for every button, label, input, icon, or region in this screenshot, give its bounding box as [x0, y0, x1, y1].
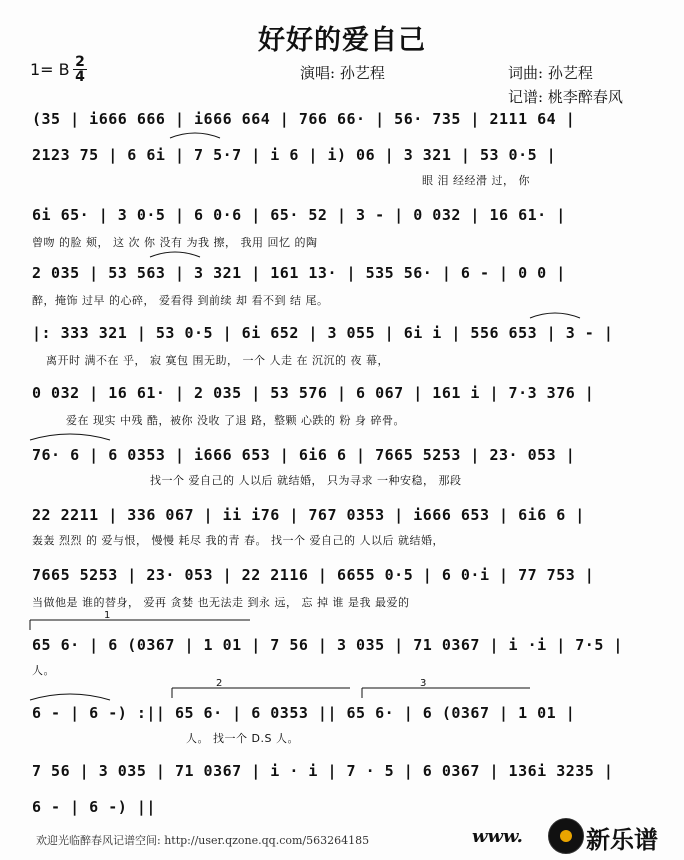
score-line-4-notes: 2 035 | 53 563 | 3 321 | 161 13· | 535 56· | 6 - | 0 0 | — [32, 264, 566, 282]
score-line-6-notes: 0 032 | 16 61· | 2 035 | 53 576 | 6 067 | 161 i | 7·3 376 | — [32, 384, 595, 402]
slur-line-11 — [30, 694, 110, 700]
time-signature-top: 2 — [75, 54, 85, 70]
score-line-3-lyrics: 曾吻 的脸 颊， 这 次 你 没有 为我 擦， 我用 回忆 的陶 — [32, 236, 318, 249]
volta-2-label: 2 — [216, 678, 223, 689]
composer-credit: 词曲: 孙艺程 — [508, 64, 593, 82]
singer-credit: 演唱: 孙艺程 — [300, 64, 385, 82]
slur-line-5 — [530, 313, 580, 318]
score-line-8-lyrics: 轰轰 烈烈 的 爱与恨， 慢慢 耗尽 我的青 春。 找一个 爱自己的 人以后 就结婚， — [32, 534, 444, 547]
score-title: 好好的爱自己 — [258, 25, 426, 56]
logo-text: 新乐谱 — [586, 826, 658, 854]
score-line-11-lyrics: 人。 找一个 D.S 人。 — [186, 732, 299, 745]
disc-icon — [548, 818, 584, 854]
score-line-2-notes: 2123 75 | 6 6i | 7 5·7 | i 6 | i) 06 | 3 321 | 53 0·5 | — [32, 146, 557, 164]
score-line-7-notes: 76· 6 | 6 0353 | i666 653 | 6i6 6 | 7665 5253 | 23· 053 | — [32, 446, 576, 464]
watermark-www: www. — [472, 826, 523, 847]
score-line-5-notes: |: 333 321 | 53 0·5 | 6i 652 | 3 055 | 6i i | 556 653 | 3 - | — [32, 324, 614, 342]
score-line-4-lyrics: 醉，掩饰 过早 的心碎， 爱看得 到前续 却 看不到 结 尾。 — [32, 294, 329, 307]
volta-3-label: 3 — [420, 678, 427, 689]
score-line-5-lyrics: 离开时 满不在 乎， 寂 寞包 围无助， 一个 人走 在 沉沉的 夜 幕， — [46, 354, 389, 367]
score-line-1-notes: (35 | i666 666 | i666 664 | 766 66· | 56· 735 | 2111 64 | — [32, 110, 576, 128]
key-signature: 1= B — [30, 60, 70, 79]
score-line-9-lyrics: 当做他是 谁的替身， 爱再 贪婪 也无法走 到永 远， 忘 掉 谁 是我 最爱的 — [32, 596, 410, 609]
score-line-10-notes: 65 6· | 6 (0367 | 1 01 | 7 56 | 3 035 | 71 0367 | i ·i | 7·5 | — [32, 636, 623, 654]
score-line-7-lyrics: 找一个 爱自己的 人以后 就结婚， 只为寻求 一种安稳， 那段 — [150, 474, 462, 487]
footer-credit: 欢迎光临醉春风记谱空间: http://user.qzone.qq.com/563264185 — [36, 834, 370, 847]
slur-line-7 — [30, 434, 110, 440]
site-logo — [548, 818, 674, 854]
score-line-9-notes: 7665 5253 | 23· 053 | 22 2116 | 6655 0·5 | 6 0·i | 77 753 | — [32, 566, 595, 584]
transcriber-credit: 记谱: 桃李醉春风 — [508, 88, 623, 106]
score-line-10-lyrics: 人。 — [32, 664, 55, 677]
score-line-12-notes: 7 56 | 3 035 | 71 0367 | i · i | 7 · 5 | 6 0367 | 136i 3235 | — [32, 762, 614, 780]
score-line-3-notes: 6i 65· | 3 0·5 | 6 0·6 | 65· 52 | 3 - | 0 032 | 16 61· | — [32, 206, 566, 224]
volta-1-label: 1 — [104, 610, 111, 621]
score-line-6-lyrics: 爱在 现实 中残 酷，被你 没收 了退 路，整颗 心跌的 粉 身 碎骨。 — [66, 414, 405, 427]
score-line-11-notes: 6 - | 6 -) :|| 65 6· | 6 0353 || 65 6· | 6 (0367 | 1 01 | — [32, 704, 576, 722]
score-line-2-lyrics: 眼 泪 经经滑 过， 你 — [422, 174, 530, 187]
slur-line-4 — [150, 252, 200, 257]
score-line-8-notes: 22 2211 | 336 067 | ii i76 | 767 0353 | i666 653 | 6i6 6 | — [32, 506, 585, 524]
score-line-13-notes: 6 - | 6 -) || — [32, 798, 156, 816]
time-signature-bottom: 4 — [75, 69, 85, 85]
slur-line-2 — [170, 133, 220, 138]
